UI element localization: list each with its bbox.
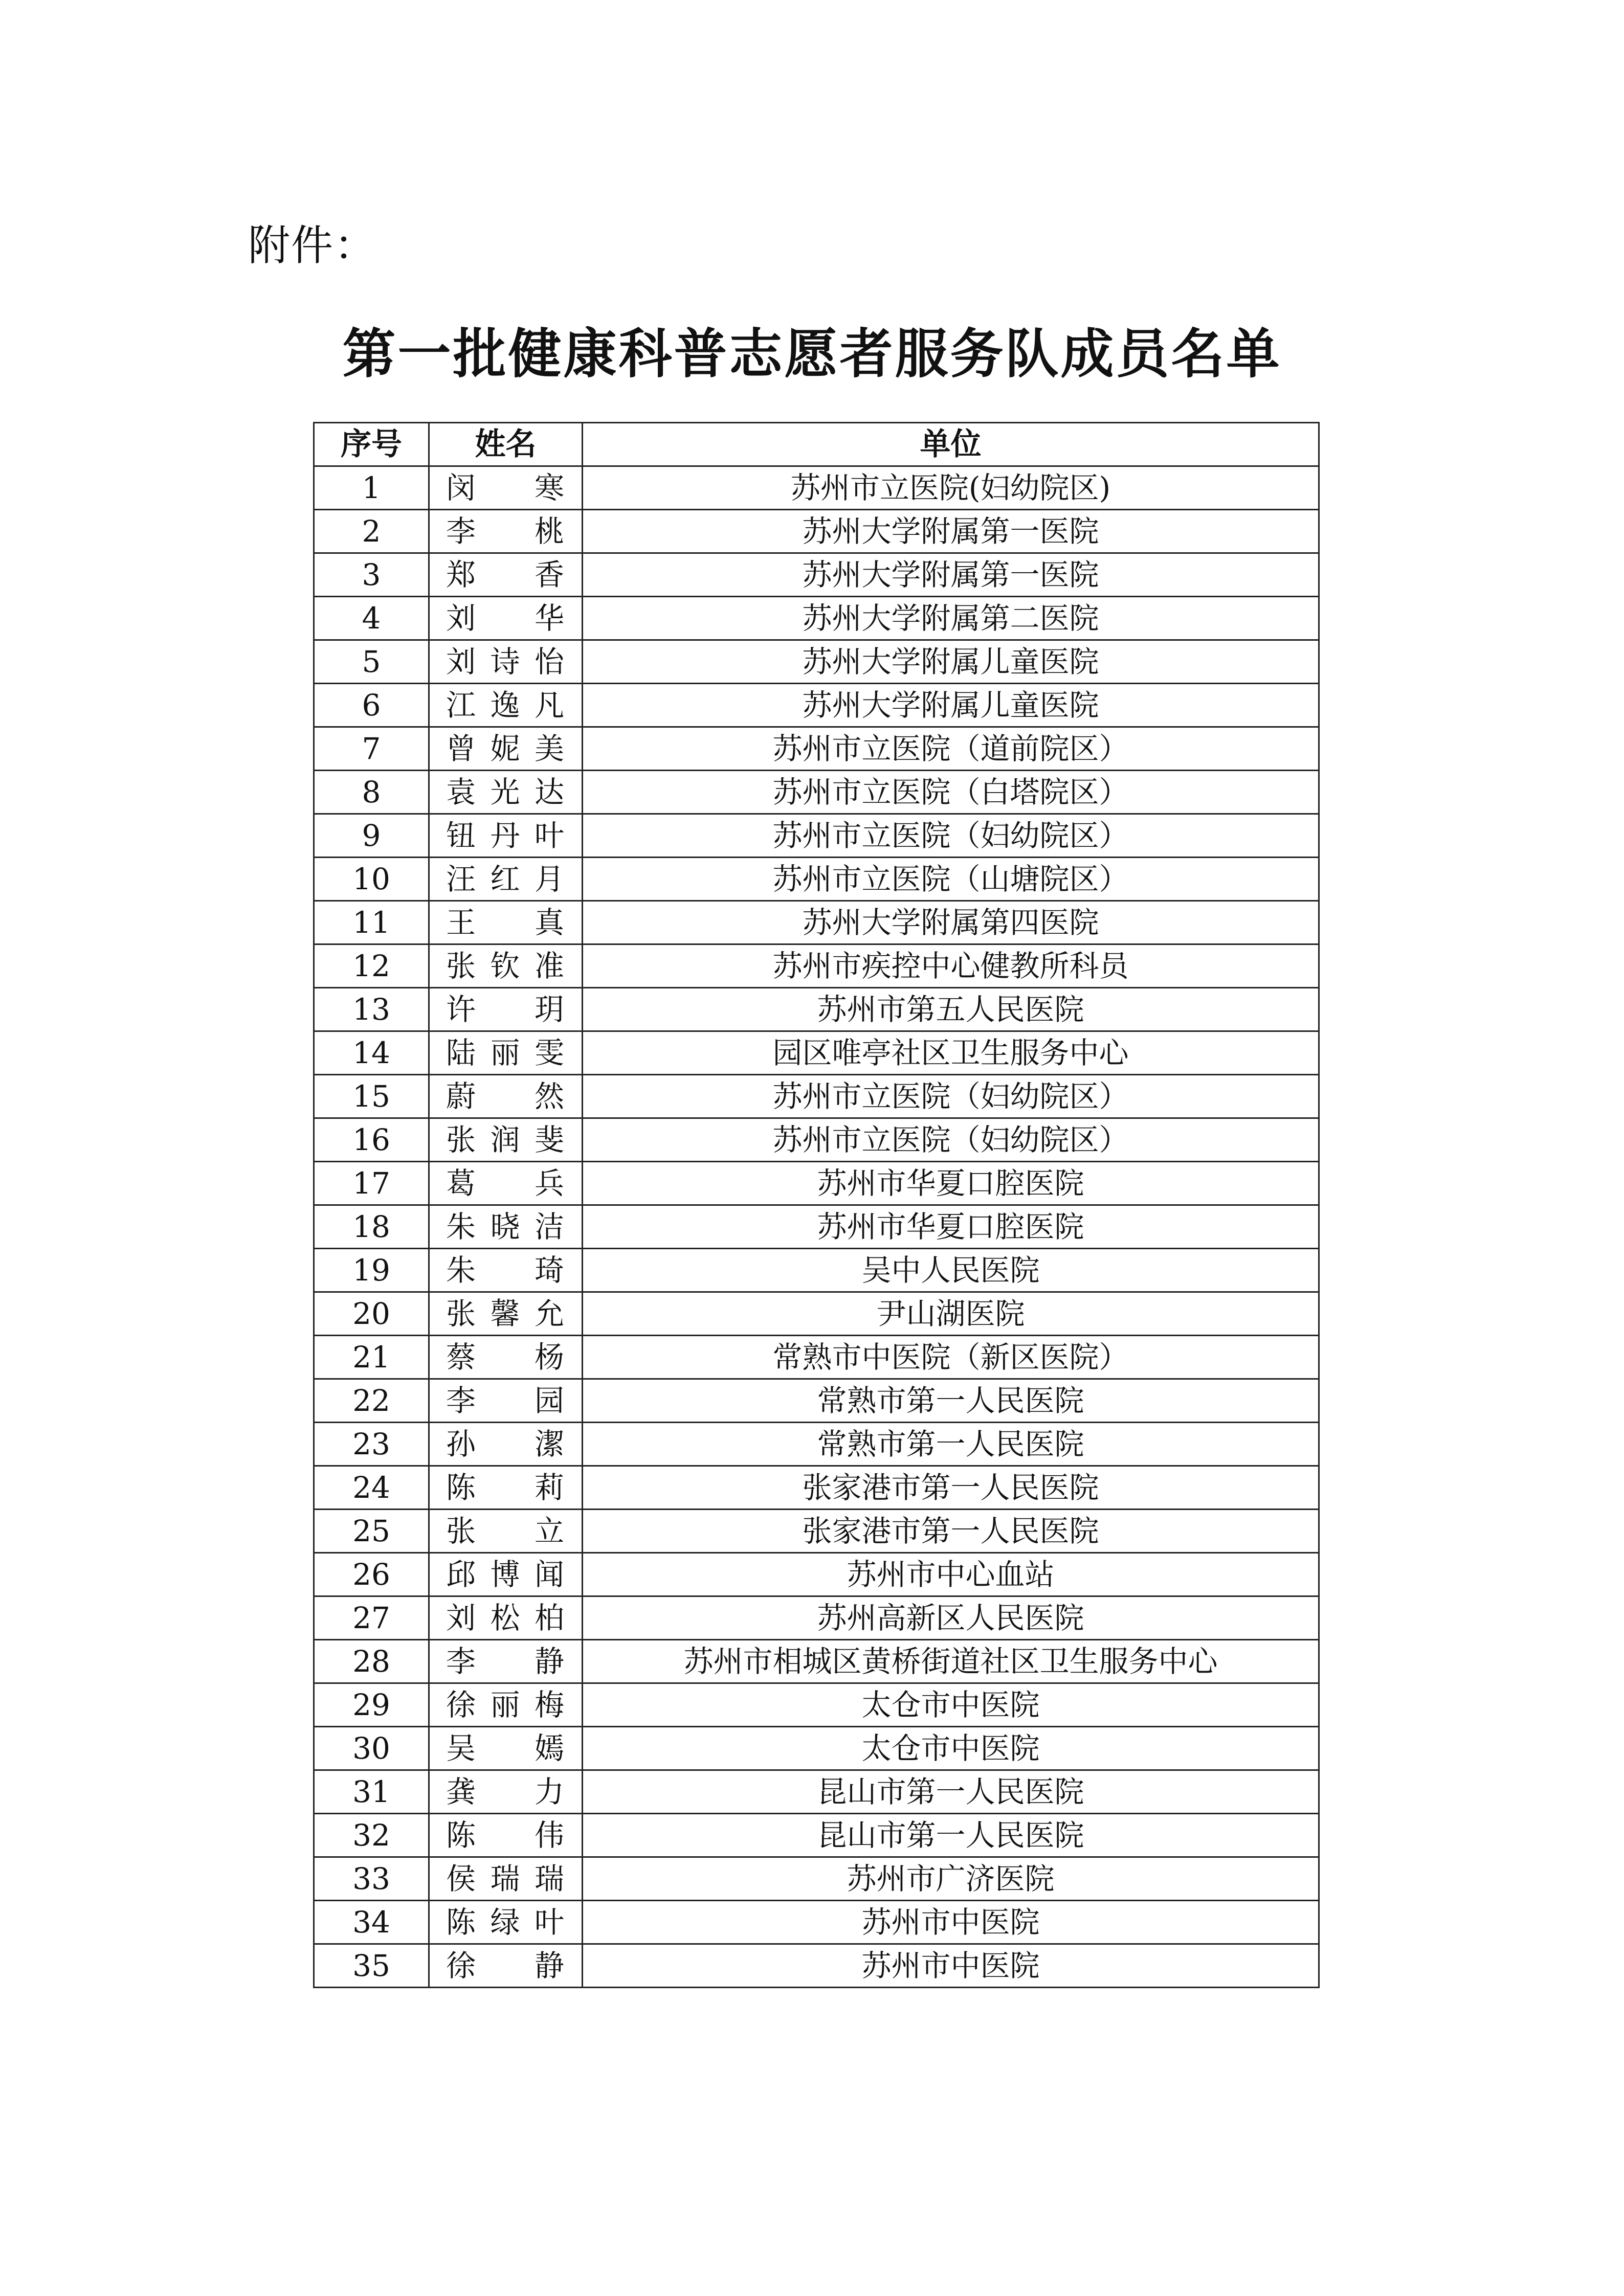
row-number-cell: 33 [314, 1857, 429, 1901]
work-unit-cell: 苏州大学附属第二医院 [583, 597, 1319, 640]
volunteer-name-cell: 龚 力 [429, 1770, 583, 1814]
row-number-cell: 27 [314, 1596, 429, 1640]
table-row [314, 466, 1319, 510]
volunteer-roster-table [313, 422, 1320, 1988]
table-row [314, 727, 1319, 771]
table-row [314, 1162, 1319, 1205]
table-row [314, 553, 1319, 597]
table-row [314, 1031, 1319, 1075]
table-row [314, 640, 1319, 684]
volunteer-name-cell: 刘诗怡 [429, 640, 583, 684]
volunteer-name-cell: 张馨允 [429, 1292, 583, 1336]
work-unit-cell: 张家港市第一人民医院 [583, 1510, 1319, 1553]
volunteer-name-cell: 曾妮美 [429, 727, 583, 771]
volunteer-name-cell: 徐 静 [429, 1944, 583, 1988]
row-number-cell: 18 [314, 1205, 429, 1249]
row-number-cell: 25 [314, 1510, 429, 1553]
work-unit-cell: 苏州大学附属第一医院 [583, 510, 1319, 553]
work-unit-cell: 常熟市中医院（新区医院） [583, 1336, 1319, 1379]
row-number-cell: 21 [314, 1336, 429, 1379]
volunteer-name-cell: 袁光达 [429, 771, 583, 814]
volunteer-name-cell: 王 真 [429, 901, 583, 944]
table-row [314, 1510, 1319, 1553]
volunteer-name-cell: 李 园 [429, 1379, 583, 1423]
row-number-cell: 5 [314, 640, 429, 684]
volunteer-name-cell: 徐丽梅 [429, 1683, 583, 1727]
row-number-cell: 22 [314, 1379, 429, 1423]
table-row [314, 1857, 1319, 1901]
table-row [314, 1727, 1319, 1770]
volunteer-name-cell: 陈绿叶 [429, 1901, 583, 1944]
volunteer-name-cell: 许 玥 [429, 988, 583, 1031]
attachment-label: 附件： [248, 221, 377, 270]
work-unit-cell: 尹山湖医院 [583, 1292, 1319, 1336]
volunteer-name-cell: 郑 香 [429, 553, 583, 597]
row-number-cell: 1 [314, 466, 429, 510]
volunteer-name-cell: 邱博闻 [429, 1553, 583, 1596]
volunteer-name-cell: 张钦准 [429, 944, 583, 988]
table-row [314, 1336, 1319, 1379]
column-header-no: 序号 [314, 423, 429, 466]
work-unit-cell: 园区唯亭社区卫生服务中心 [583, 1031, 1319, 1075]
row-number-cell: 2 [314, 510, 429, 553]
row-number-cell: 16 [314, 1118, 429, 1162]
volunteer-name-cell: 吴 嫣 [429, 1727, 583, 1770]
row-number-cell: 31 [314, 1770, 429, 1814]
volunteer-name-cell: 陆丽雯 [429, 1031, 583, 1075]
volunteer-name-cell: 汪红月 [429, 858, 583, 901]
table-row [314, 1379, 1319, 1423]
volunteer-name-cell: 钮丹叶 [429, 814, 583, 858]
volunteer-name-cell: 李 桃 [429, 510, 583, 553]
volunteer-name-cell: 陈 伟 [429, 1814, 583, 1857]
row-number-cell: 19 [314, 1249, 429, 1292]
work-unit-cell: 张家港市第一人民医院 [583, 1466, 1319, 1510]
table-row [314, 988, 1319, 1031]
volunteer-name-cell: 蔡 杨 [429, 1336, 583, 1379]
table-row [314, 1423, 1319, 1466]
row-number-cell: 23 [314, 1423, 429, 1466]
row-number-cell: 28 [314, 1640, 429, 1683]
row-number-cell: 29 [314, 1683, 429, 1727]
work-unit-cell: 苏州市立医院（白塔院区） [583, 771, 1319, 814]
table-row [314, 1466, 1319, 1510]
table-row [314, 771, 1319, 814]
row-number-cell: 17 [314, 1162, 429, 1205]
volunteer-name-cell: 蔚 然 [429, 1075, 583, 1118]
work-unit-cell: 昆山市第一人民医院 [583, 1814, 1319, 1857]
table-row [314, 858, 1319, 901]
table-row [314, 1901, 1319, 1944]
row-number-cell: 3 [314, 553, 429, 597]
work-unit-cell: 太仓市中医院 [583, 1727, 1319, 1770]
row-number-cell: 13 [314, 988, 429, 1031]
row-number-cell: 35 [314, 1944, 429, 1988]
work-unit-cell: 苏州大学附属第四医院 [583, 901, 1319, 944]
work-unit-cell: 苏州市第五人民医院 [583, 988, 1319, 1031]
volunteer-name-cell: 张 立 [429, 1510, 583, 1553]
work-unit-cell: 苏州市立医院（山塘院区） [583, 858, 1319, 901]
table-row [314, 901, 1319, 944]
table-row [314, 1075, 1319, 1118]
row-number-cell: 26 [314, 1553, 429, 1596]
row-number-cell: 8 [314, 771, 429, 814]
work-unit-cell: 苏州市立医院（妇幼院区） [583, 1075, 1319, 1118]
row-number-cell: 7 [314, 727, 429, 771]
row-number-cell: 34 [314, 1901, 429, 1944]
table-row [314, 814, 1319, 858]
work-unit-cell: 苏州市立医院(妇幼院区) [583, 466, 1319, 510]
work-unit-cell: 苏州高新区人民医院 [583, 1596, 1319, 1640]
work-unit-cell: 苏州大学附属第一医院 [583, 553, 1319, 597]
table-header-row [314, 423, 1319, 466]
row-number-cell: 32 [314, 1814, 429, 1857]
volunteer-name-cell: 刘 华 [429, 597, 583, 640]
work-unit-cell: 苏州市中医院 [583, 1901, 1319, 1944]
work-unit-cell: 苏州市立医院（妇幼院区） [583, 814, 1319, 858]
table-row [314, 1683, 1319, 1727]
table-row [314, 1640, 1319, 1683]
work-unit-cell: 苏州市广济医院 [583, 1857, 1319, 1901]
table-row [314, 1118, 1319, 1162]
table-row [314, 597, 1319, 640]
work-unit-cell: 吴中人民医院 [583, 1249, 1319, 1292]
table-row [314, 1944, 1319, 1988]
volunteer-name-cell: 张润斐 [429, 1118, 583, 1162]
row-number-cell: 9 [314, 814, 429, 858]
row-number-cell: 15 [314, 1075, 429, 1118]
work-unit-cell: 苏州市立医院（道前院区） [583, 727, 1319, 771]
work-unit-cell: 苏州市相城区黄桥街道社区卫生服务中心 [583, 1640, 1319, 1683]
work-unit-cell: 苏州市立医院（妇幼院区） [583, 1118, 1319, 1162]
work-unit-cell: 常熟市第一人民医院 [583, 1379, 1319, 1423]
work-unit-cell: 苏州大学附属儿童医院 [583, 640, 1319, 684]
volunteer-name-cell: 孙 潔 [429, 1423, 583, 1466]
volunteer-name-cell: 刘松柏 [429, 1596, 583, 1640]
table-row [314, 1292, 1319, 1336]
roster-body [314, 466, 1319, 1988]
volunteer-name-cell: 江逸凡 [429, 684, 583, 727]
work-unit-cell: 苏州市中医院 [583, 1944, 1319, 1988]
table-row [314, 1553, 1319, 1596]
volunteer-name-cell: 闵 寒 [429, 466, 583, 510]
work-unit-cell: 苏州市华夏口腔医院 [583, 1205, 1319, 1249]
row-number-cell: 24 [314, 1466, 429, 1510]
volunteer-name-cell: 李 静 [429, 1640, 583, 1683]
work-unit-cell: 太仓市中医院 [583, 1683, 1319, 1727]
table-row [314, 1770, 1319, 1814]
work-unit-cell: 苏州市中心血站 [583, 1553, 1319, 1596]
column-header-name: 姓名 [429, 423, 583, 466]
work-unit-cell: 苏州大学附属儿童医院 [583, 684, 1319, 727]
volunteer-name-cell: 朱晓洁 [429, 1205, 583, 1249]
table-row [314, 1596, 1319, 1640]
volunteer-name-cell: 葛 兵 [429, 1162, 583, 1205]
column-header-unit: 单位 [583, 423, 1319, 466]
table-row [314, 1249, 1319, 1292]
table-row [314, 944, 1319, 988]
work-unit-cell: 常熟市第一人民医院 [583, 1423, 1319, 1466]
row-number-cell: 14 [314, 1031, 429, 1075]
work-unit-cell: 昆山市第一人民医院 [583, 1770, 1319, 1814]
page-title: 第一批健康科普志愿者服务队成员名单 [342, 323, 1282, 385]
row-number-cell: 20 [314, 1292, 429, 1336]
volunteer-name-cell: 陈 莉 [429, 1466, 583, 1510]
row-number-cell: 10 [314, 858, 429, 901]
table-row [314, 684, 1319, 727]
row-number-cell: 12 [314, 944, 429, 988]
volunteer-name-cell: 朱 琦 [429, 1249, 583, 1292]
table-row [314, 1205, 1319, 1249]
row-number-cell: 11 [314, 901, 429, 944]
work-unit-cell: 苏州市华夏口腔医院 [583, 1162, 1319, 1205]
row-number-cell: 30 [314, 1727, 429, 1770]
row-number-cell: 6 [314, 684, 429, 727]
row-number-cell: 4 [314, 597, 429, 640]
volunteer-name-cell: 侯瑞瑞 [429, 1857, 583, 1901]
work-unit-cell: 苏州市疾控中心健教所科员 [583, 944, 1319, 988]
table-row [314, 1814, 1319, 1857]
table-row [314, 510, 1319, 553]
